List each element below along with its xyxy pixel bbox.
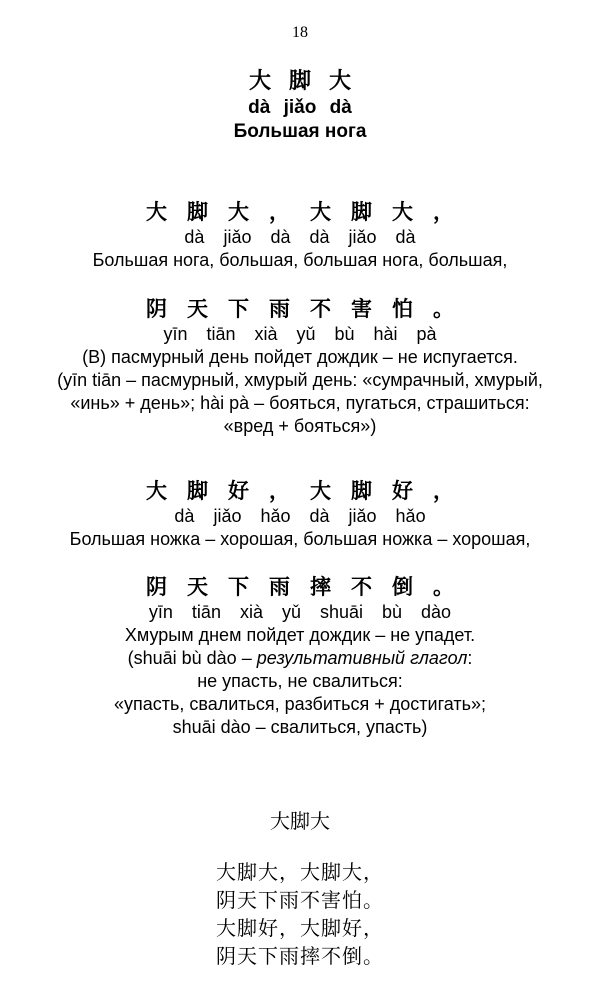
stanza-1 <box>0 198 600 272</box>
note-open: (shuāi bù dào – <box>127 648 257 668</box>
note-italic-term: результативный глагол <box>256 648 468 668</box>
stanza-4 <box>0 573 600 739</box>
title-hanzi: 大脚大 <box>248 69 369 94</box>
song-title-block <box>0 68 600 144</box>
stanza-translation: Хмурым днем пойдет дождик – не упадет. <box>124 625 476 645</box>
poem-title: 大脚大 <box>270 809 330 833</box>
stanza-hanzi: 大脚大，大脚大， <box>146 200 474 224</box>
stanza-translation: Большая ножка – хорошая, большая ножка – хорошая, <box>69 529 531 549</box>
stanza-hanzi: 阴天下雨不害怕。 <box>146 297 474 321</box>
stanza-note-line: shuāi dào – свалиться, упасть) <box>172 717 428 737</box>
stanza-note-line: «инь» + день»; hài pà – бояться, пугаться, страшиться: <box>70 393 530 413</box>
stanza-note-line: «упасть, свалиться, разбиться + достигать»; <box>113 694 487 714</box>
poem-line: 大脚大，大脚大， <box>216 860 384 884</box>
stanza-hanzi: 大脚好，大脚好， <box>146 479 474 503</box>
title-russian: Большая нога <box>233 121 367 142</box>
stanza-hanzi: 阴天下雨摔不倒。 <box>146 575 474 599</box>
stanza-3 <box>0 477 600 551</box>
title-pinyin: dà jiǎo dà <box>248 97 352 118</box>
page-number: 18 <box>292 24 308 41</box>
poem-line: 大脚好，大脚好， <box>216 916 384 940</box>
stanza-note-line: (yīn tiān – пасмурный, хмурый день: «сумрачный, хмурый, <box>57 370 543 390</box>
note-close: : <box>467 648 473 668</box>
stanza-2 <box>0 295 600 438</box>
stanza-pinyin: yīn tiān xià yǔ shuāi bù dào <box>148 602 452 622</box>
poem-line: 阴天下雨不害怕。 <box>216 888 384 912</box>
stanza-note-line: «вред + бояться») <box>223 416 377 436</box>
stanza-note-line <box>0 647 600 670</box>
stanza-translation: Большая нога, большая, большая нога, большая, <box>92 250 508 270</box>
stanza-pinyin: yīn tiān xià yǔ bù hài pà <box>163 324 437 344</box>
poem-block <box>0 808 600 970</box>
stanza-note-line: не упасть, не свалиться: <box>197 671 403 691</box>
stanza-pinyin: dà jiǎo dà dà jiǎo dà <box>184 227 416 247</box>
poem-line: 阴天下雨摔不倒。 <box>216 944 384 968</box>
stanza-translation: (В) пасмурный день пойдет дождик – не испугается. <box>82 347 518 367</box>
stanza-pinyin: dà jiǎo hǎo dà jiǎo hǎo <box>174 506 426 526</box>
